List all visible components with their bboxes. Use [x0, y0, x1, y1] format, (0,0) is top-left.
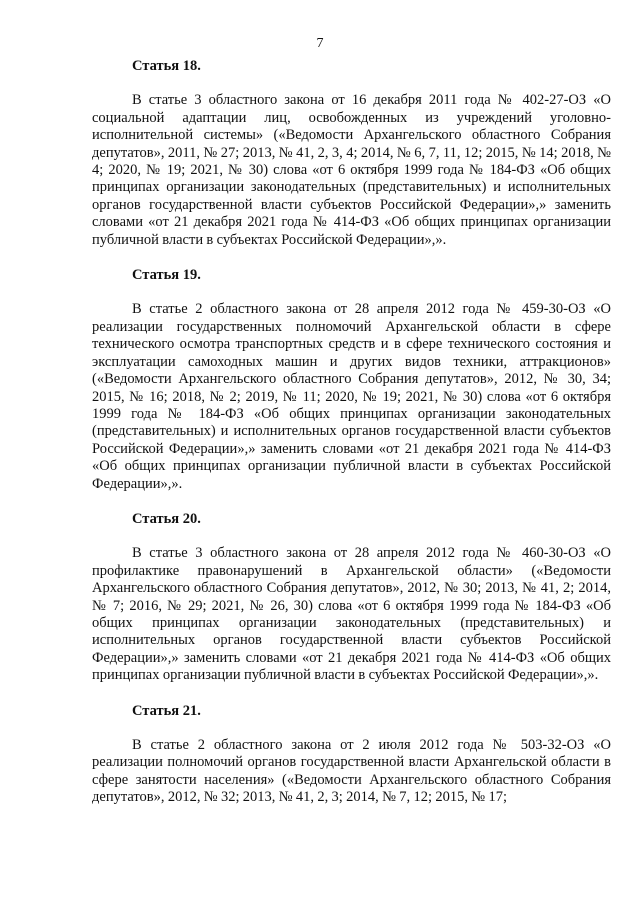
- article-18: [92, 58, 611, 249]
- article-text: В статье 2 областного закона от 28 апреля 2012 года № 459-30-ОЗ «О реализации государственных полномочий Архангельской области в сфере технического осмотра транспортных средств и в сфере технического состояния и эксплуатации самоходных машин и других видов техники, аттракционов» («Ведомости Архангельского областного Собрания депутатов», 2012, № 30, 34; 2015, № 16; 2018, № 2; 2019, № 11; 2020, № 19; 2021, № 30) слова «от 6 октября 1999 года № 184-ФЗ «Об общих принципах организации законодательных (представительных) и исполнительных органов государственной власти субъектов Российской Федерации»,» заменить словами «от 21 декабря 2021 года № 414-ФЗ «Об общих принципах организации публичной власти в субъектах Российской Федерации»,».: [92, 301, 611, 492]
- article-19: [92, 267, 611, 493]
- document-content: [92, 58, 611, 807]
- article-20: [92, 511, 611, 685]
- article-title: Статья 18.: [132, 58, 201, 74]
- article-text: В статье 2 областного закона от 2 июля 2012 года № 503-32-ОЗ «О реализации полномочий органов государственной власти Архангельской области в сфере занятости населения» («Ведомости Архангельского областного Собрания депутатов», 2012, № 32; 2013, № 41, 2, 3; 2014, № 7, 12; 2015, № 17;: [92, 737, 611, 806]
- article-text: В статье 3 областного закона от 16 декабря 2011 года № 402-27-ОЗ «О социальной адаптации лиц, освобожденных из учреждений уголовно-исполнительной системы» («Ведомости Архангельского областного Собрания депутатов», 2011, № 27; 2013, № 41, 2, 3, 4; 2014, № 6, 7, 11, 12; 2015, № 14; 2018, № 4; 2020, № 19; 2021, № 30) слова «от 6 октября 1999 года № 184-ФЗ «Об общих принципах организации законодательных (представительных) и исполнительных органов государственной власти субъектов Российской Федерации»,» заменить словами «от 21 декабря 2021 года № 414-ФЗ «Об общих принципах организации публичной власти в субъектах Российской Федерации»,».: [92, 92, 611, 248]
- article-title: Статья 21.: [132, 702, 201, 719]
- article-title: Статья 20.: [132, 510, 201, 527]
- page-number: 7: [316, 36, 324, 51]
- article-21: [92, 703, 611, 807]
- article-text: В статье 3 областного закона от 28 апреля 2012 года № 460-30-ОЗ «О профилактике правонарушений в Архангельской области» («Ведомости Архангельского областного Собрания депутатов», 2012, № 30; 2013, № 41, 2; 2014, № 7; 2016, № 29; 2021, № 26, 30) слова «от 6 октября 1999 года № 184-ФЗ «Об общих принципах организации законодательных (представительных) и исполнительных органов государственной власти субъектов Российской Федерации»,» заменить словами «от 21 декабря 2021 года № 414-ФЗ «Об общих принципах организации публичной власти в субъектах Российской Федерации»,».: [92, 545, 611, 684]
- article-title: Статья 19.: [132, 267, 201, 284]
